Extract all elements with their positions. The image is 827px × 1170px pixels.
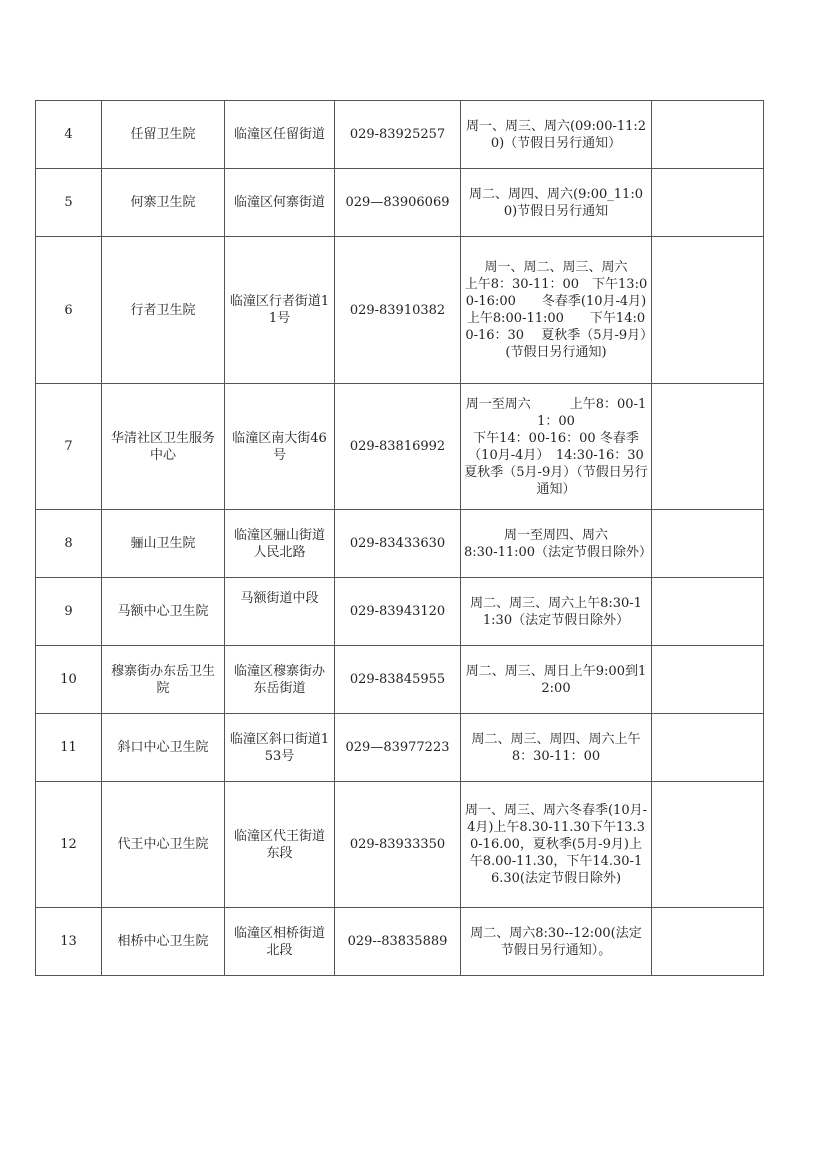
table-row [36, 101, 764, 169]
clinic-hours: 周二、周四、周六(9:00_11:00)节假日另行通知 [461, 169, 652, 237]
table-row [36, 169, 764, 237]
clinic-address: 马额街道中段 [225, 578, 335, 646]
clinic-address: 临潼区穆寨街办东岳街道 [225, 646, 335, 714]
clinic-schedule-table [35, 100, 764, 976]
clinic-name: 相桥中心卫生院 [102, 908, 225, 976]
row-number: 11 [36, 714, 102, 782]
row-number: 9 [36, 578, 102, 646]
clinic-note [652, 169, 764, 237]
table-row [36, 384, 764, 510]
clinic-note [652, 908, 764, 976]
table-row [36, 908, 764, 976]
clinic-phone: 029--83835889 [335, 908, 461, 976]
clinic-address: 临潼区斜口街道153号 [225, 714, 335, 782]
clinic-name: 何寨卫生院 [102, 169, 225, 237]
clinic-hours: 周一、周三、周六冬春季(10月-4月)上午8.30-11.30下午13.30-16.00，夏秋季(5月-9月)上午8.00-11.30，下午14.30-16.30(法定节假日除外) [461, 782, 652, 908]
row-number: 13 [36, 908, 102, 976]
clinic-hours: 周一、周二、周三、周六 上午8：30-11：00 下午13:00-16:00 冬春季(10月-4月) 上午8:00-11:00 下午14:00-16：30 夏秋季（5月-9月）(节假日另行通知) [461, 237, 652, 384]
clinic-phone: 029-83943120 [335, 578, 461, 646]
clinic-phone: 029-83433630 [335, 510, 461, 578]
clinic-note [652, 237, 764, 384]
row-number: 5 [36, 169, 102, 237]
clinic-address: 临潼区相桥街道北段 [225, 908, 335, 976]
clinic-hours: 周一、周三、周六(09:00-11:20)（节假日另行通知） [461, 101, 652, 169]
clinic-name: 穆寨街办东岳卫生院 [102, 646, 225, 714]
clinic-phone: 029-83845955 [335, 646, 461, 714]
clinic-note [652, 510, 764, 578]
clinic-name: 任留卫生院 [102, 101, 225, 169]
clinic-name: 代王中心卫生院 [102, 782, 225, 908]
clinic-hours: 周二、周三、周四、周六上午8：30-11：00 [461, 714, 652, 782]
clinic-address: 临潼区南大街46号 [225, 384, 335, 510]
clinic-hours: 周一至周四、周六 8:30-11:00（法定节假日除外） [461, 510, 652, 578]
clinic-name: 骊山卫生院 [102, 510, 225, 578]
table-row [36, 578, 764, 646]
row-number: 12 [36, 782, 102, 908]
clinic-note [652, 578, 764, 646]
clinic-hours: 周二、周三、周六上午8:30-11:30（法定节假日除外） [461, 578, 652, 646]
clinic-phone: 029-83816992 [335, 384, 461, 510]
clinic-hours: 周二、周三、周日上午9:00到12:00 [461, 646, 652, 714]
row-number: 4 [36, 101, 102, 169]
clinic-phone: 029-83925257 [335, 101, 461, 169]
clinic-phone: 029—83977223 [335, 714, 461, 782]
clinic-name: 斜口中心卫生院 [102, 714, 225, 782]
clinic-note [652, 384, 764, 510]
clinic-name: 马额中心卫生院 [102, 578, 225, 646]
row-number: 10 [36, 646, 102, 714]
table-row [36, 646, 764, 714]
row-number: 6 [36, 237, 102, 384]
clinic-address: 临潼区代王街道东段 [225, 782, 335, 908]
clinic-note [652, 101, 764, 169]
clinic-note [652, 646, 764, 714]
clinic-phone: 029-83933350 [335, 782, 461, 908]
clinic-hours: 周一至周六 上午8：00-11：00 下午14：00-16：00 冬春季（10月-4月） 14:30-16：30 夏秋季（5月-9月）（节假日另行通知） [461, 384, 652, 510]
table-row [36, 714, 764, 782]
clinic-note [652, 782, 764, 908]
clinic-name: 华清社区卫生服务中心 [102, 384, 225, 510]
clinic-note [652, 714, 764, 782]
clinic-address: 临潼区何寨街道 [225, 169, 335, 237]
table-row [36, 782, 764, 908]
row-number: 7 [36, 384, 102, 510]
row-number: 8 [36, 510, 102, 578]
clinic-hours: 周二、周六8:30--12:00(法定节假日另行通知）。 [461, 908, 652, 976]
clinic-address: 临潼区骊山街道人民北路 [225, 510, 335, 578]
table-row [36, 510, 764, 578]
clinic-phone: 029-83910382 [335, 237, 461, 384]
clinic-address: 临潼区任留街道 [225, 101, 335, 169]
table-row [36, 237, 764, 384]
clinic-address: 临潼区行者街道11号 [225, 237, 335, 384]
clinic-phone: 029—83906069 [335, 169, 461, 237]
clinic-name: 行者卫生院 [102, 237, 225, 384]
